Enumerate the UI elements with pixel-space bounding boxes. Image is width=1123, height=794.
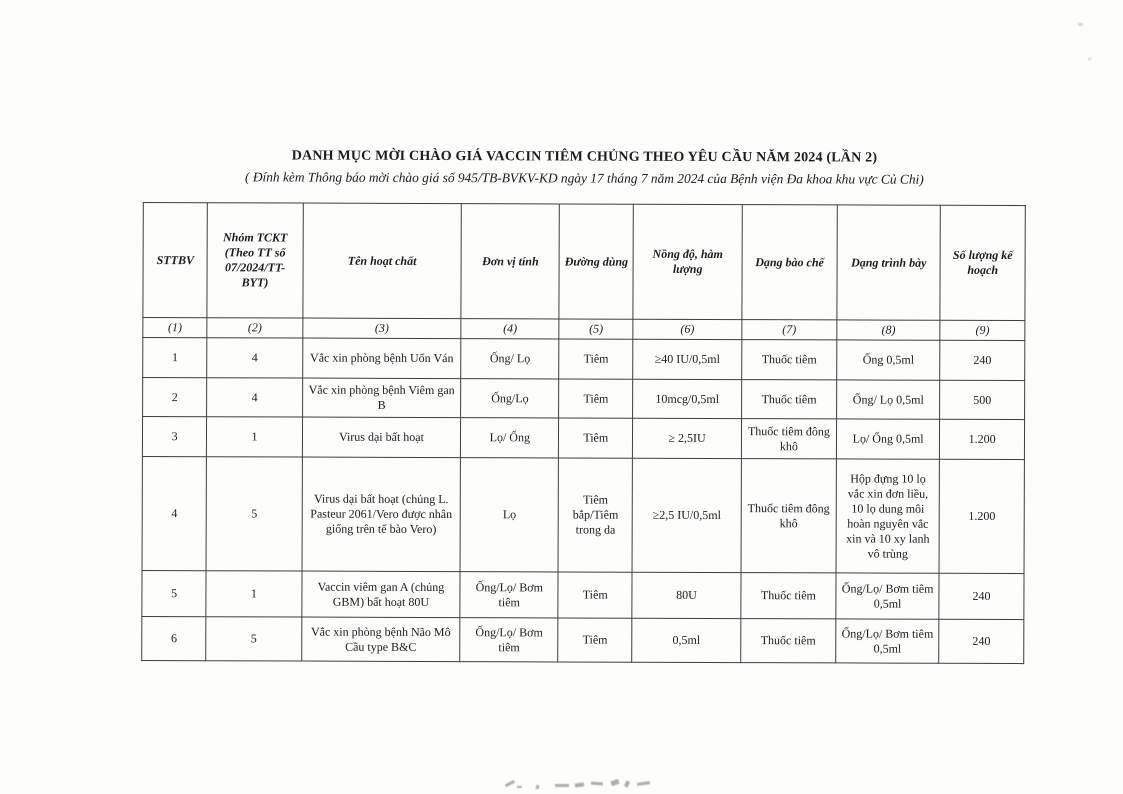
cell-bao-che: Thuốc tiêm [741,573,836,619]
cell-nhom: 4 [207,378,302,417]
cell-duong-dung: Tiêm bắp/Tiêm trong da [558,458,632,572]
cell-stt: 6 [142,616,207,660]
scan-speck [1078,23,1083,26]
cell-nong-do: 80U [632,572,741,618]
cell-don-vi: Ống/Lọ/ Bơm tiêm [460,572,558,618]
cell-nhom: 4 [207,338,302,378]
cell-ten-hoat-chat: Virus dại bất hoạt [302,417,461,458]
header-cell-so-luong: Số lượng kế hoạch [940,205,1025,320]
cell-bao-che: Thuốc tiêm [742,340,837,380]
cell-trinh-bay: Ống 0,5ml [837,340,940,380]
cell-nhom: 1 [206,571,301,617]
cell-so-luong: 500 [940,380,1025,419]
table-row [142,570,1024,619]
cell-duong-dung: Tiêm [559,418,633,458]
cell-nhom: 1 [207,417,302,457]
document-content [141,147,1026,664]
table-row [142,417,1024,460]
cell-so-luong: 1.200 [939,459,1024,573]
vaccine-price-quote-table [141,202,1026,664]
cell-stt: 1 [143,338,208,378]
cell-trinh-bay: Ống/Lọ/ Bơm tiêm 0,5ml [836,573,939,619]
cell-so-luong: 240 [939,573,1024,619]
header-cell-nhom-tckt: Nhóm TCKT (Theo TT số 07/2024/TT-BYT) [207,203,303,318]
column-number: (8) [837,320,940,340]
table-header-row [143,203,1025,321]
cell-duong-dung: Tiêm [558,572,632,618]
cell-stt: 2 [143,378,208,417]
cell-bao-che: Thuốc tiêm đông khô [741,419,836,459]
cell-bao-che: Thuốc tiêm [741,619,836,663]
cell-so-luong: 240 [939,619,1024,663]
table-row [142,456,1024,573]
scan-smudge [503,773,668,793]
column-number: (2) [207,318,302,338]
table-row [143,338,1025,381]
column-number: (6) [633,319,742,339]
cell-ten-hoat-chat: Vaccin viêm gan A (chủng GBM) bất hoạt 80U [301,571,460,618]
cell-nong-do: ≥ 2,5IU [633,418,742,458]
header-cell-don-vi-tinh: Đơn vị tính [461,204,559,319]
table-row [143,378,1025,420]
cell-nhom: 5 [206,457,302,571]
column-number: (3) [302,318,461,339]
cell-trinh-bay: Ống/Lọ/ Bơm tiêm 0,5ml [836,619,939,663]
cell-don-vi: Lọ/ Ống [461,418,559,458]
cell-duong-dung: Tiêm [558,618,632,662]
cell-trinh-bay: Ống/ Lọ 0,5ml [837,380,940,419]
document-title: DANH MỤC MỜI CHÀO GIÁ VACCIN TIÊM CHỦNG THEO YÊU CẦU NĂM 2024 (LẦN 2) [291,148,878,166]
cell-nhom: 5 [206,617,301,661]
cell-don-vi: Ống/Lọ/ Bơm tiêm [460,618,558,662]
column-number: (1) [143,318,207,338]
header-cell-sttbv: STTBV [143,203,208,318]
cell-nong-do: 10mcg/0,5ml [633,379,742,418]
cell-ten-hoat-chat: Vắc xin phòng bệnh Viêm gan B [302,378,461,418]
cell-nong-do: 0,5ml [632,618,741,662]
cell-so-luong: 1.200 [940,419,1025,459]
column-number: (9) [940,320,1025,340]
cell-nong-do: ≥40 IU/0,5ml [633,339,742,379]
cell-duong-dung: Tiêm [559,339,633,379]
cell-ten-hoat-chat: Virus dại bất hoạt (chủng L. Pasteur 2061/Vero được nhân giống trên tế bào Vero) [302,457,461,572]
cell-duong-dung: Tiêm [559,379,633,418]
table-row [142,616,1024,663]
cell-stt: 5 [142,570,207,616]
column-number: (5) [559,319,633,339]
header-cell-ten-hoat-chat: Tên hoạt chất [303,203,462,319]
cell-don-vi: Lọ [460,458,558,572]
cell-don-vi: Ống/ Lọ [461,339,559,379]
header-cell-nong-do: Nồng độ, hàm lượng [633,204,742,319]
cell-so-luong: 240 [940,340,1025,380]
cell-trinh-bay: Hộp đựng 10 lọ vắc xin đơn liều, 10 lọ dung môi hoàn nguyên vắc xin và 10 xy lanh vô trùng [836,459,940,573]
scan-speck [1088,58,1091,60]
header-cell-duong-dung: Đường dùng [559,204,633,319]
cell-don-vi: Ống/Lọ [461,379,559,418]
header-cell-dang-trinh-bay: Dạng trình bày [837,205,941,320]
cell-bao-che: Thuốc tiêm đông khô [741,459,837,573]
cell-stt: 3 [142,417,207,457]
column-number: (4) [461,319,559,339]
cell-ten-hoat-chat: Vắc xin phòng bệnh Não Mô Cầu type B&C [301,617,460,662]
cell-stt: 4 [142,456,207,570]
cell-bao-che: Thuốc tiêm [741,380,836,419]
cell-trinh-bay: Lọ/ Ống 0,5ml [836,419,939,459]
cell-ten-hoat-chat: Vắc xin phòng bệnh Uốn Ván [302,338,461,379]
cell-nong-do: ≥2,5 IU/0,5ml [632,458,741,572]
document-subtitle: ( Đính kèm Thông báo mời chào giá số 945/TB-BVKV-KD ngày 17 tháng 7 năm 2024 của Bệnh viện Đa khoa khu vực Củ Chi) [245,169,924,187]
column-number: (7) [742,320,837,340]
header-cell-dang-bao-che: Dạng bào chế [742,205,838,320]
